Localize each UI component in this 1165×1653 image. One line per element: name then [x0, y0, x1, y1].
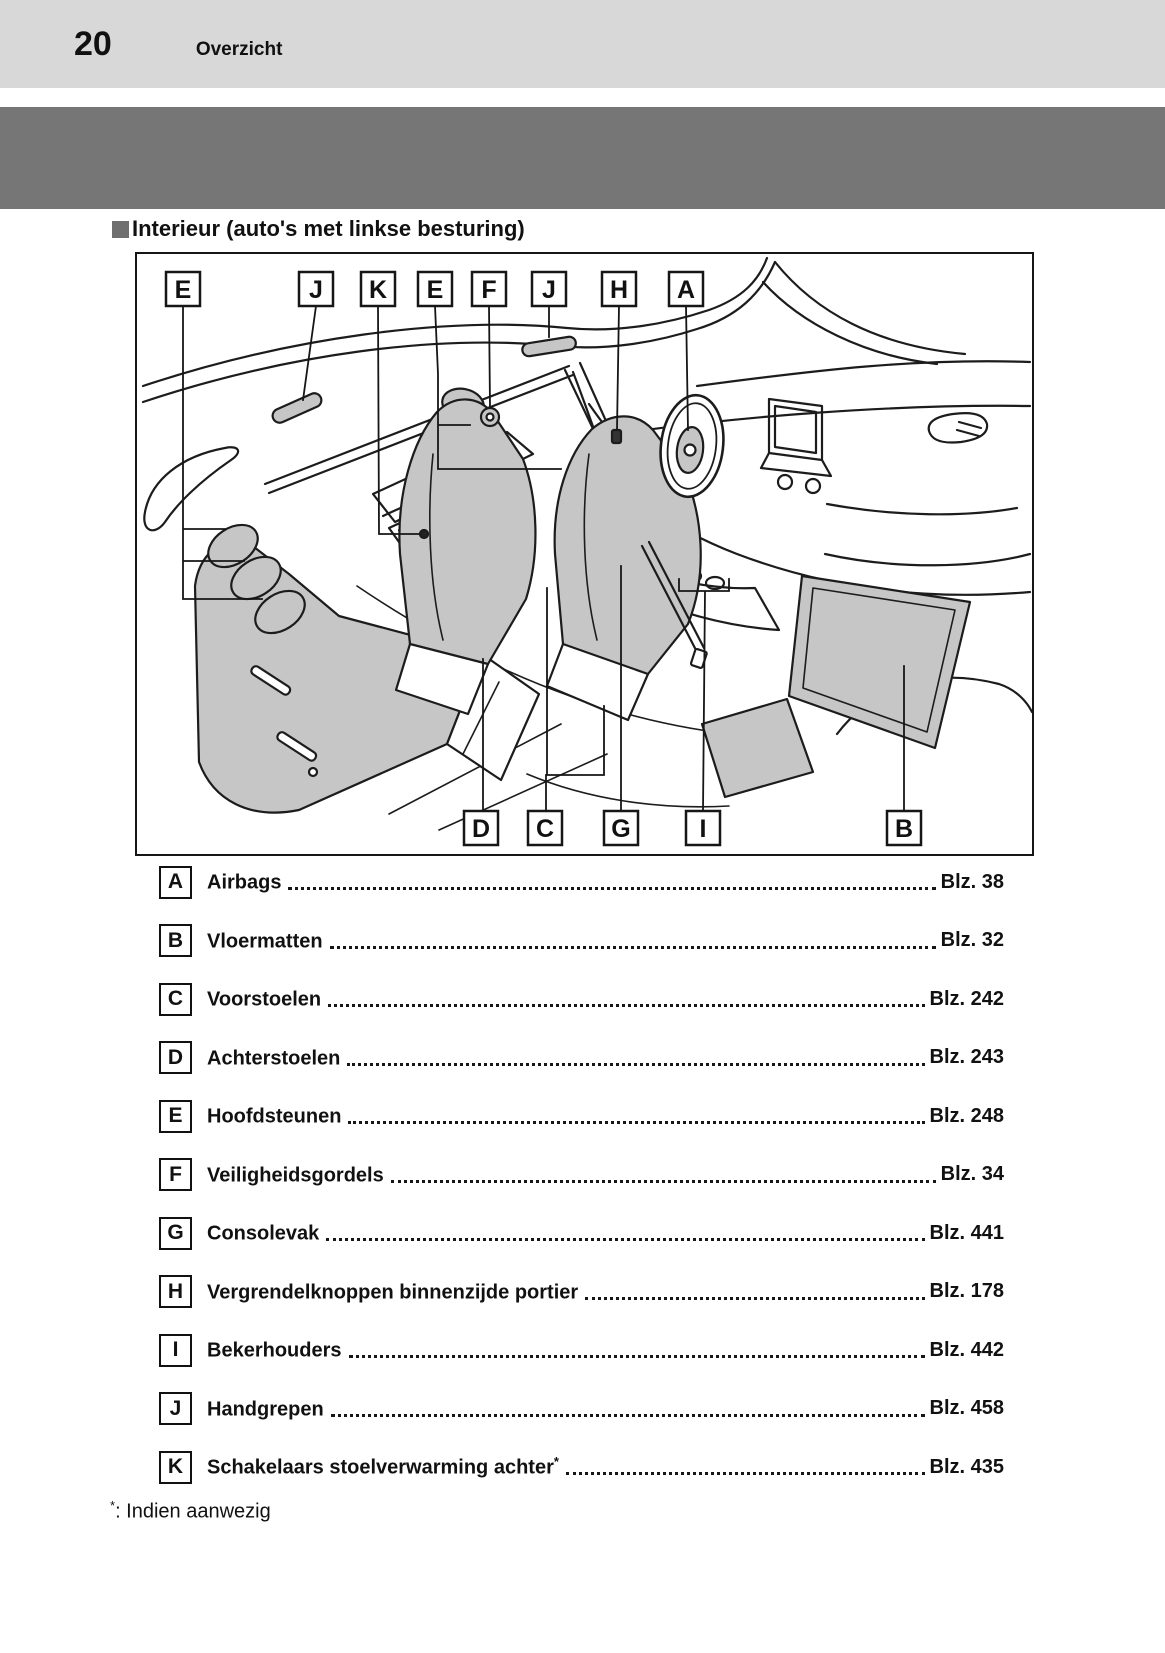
- item-title: Bekerhouders: [207, 1339, 342, 1362]
- dotted-leader: [348, 1121, 924, 1124]
- item-title: Achterstoelen: [207, 1047, 341, 1070]
- interior-line-drawing: [137, 254, 1032, 854]
- section-heading: [112, 216, 525, 242]
- item-title: Airbags: [207, 871, 282, 894]
- callout-labels-bottom: [464, 811, 921, 845]
- chapter-banner: [0, 107, 1165, 209]
- svg-text:F: F: [481, 276, 497, 304]
- item-letter-box: C: [159, 983, 192, 1016]
- item-title: Consolevak: [207, 1222, 320, 1245]
- item-letter-box: B: [159, 924, 192, 957]
- callout-label-E-front: [418, 272, 452, 306]
- item-page-reference: Blz. 178: [929, 1280, 1004, 1302]
- callout-label-A: [669, 272, 703, 306]
- dotted-leader: [331, 1414, 925, 1417]
- dotted-leader: [326, 1238, 924, 1241]
- svg-text:K: K: [368, 276, 388, 304]
- item-letter-box: I: [159, 1334, 192, 1367]
- interior-diagram: [135, 252, 1034, 856]
- svg-text:C: C: [535, 815, 555, 843]
- footnote-marker: *: [110, 1498, 116, 1513]
- item-letter-box: F: [159, 1158, 192, 1191]
- callout-label-D: [464, 811, 498, 845]
- svg-text:J: J: [309, 276, 323, 304]
- callout-label-H: [602, 272, 636, 306]
- item-page-reference: Blz. 442: [929, 1338, 1004, 1361]
- callout-labels-top: [166, 272, 703, 306]
- callout-label-E-rear: [166, 272, 200, 306]
- index-row: [159, 924, 1004, 958]
- callout-label-K: [361, 272, 395, 306]
- item-page-reference: Blz. 34: [940, 1163, 1004, 1185]
- item-title: Handgrepen: [207, 1398, 324, 1421]
- callout-label-G: [604, 811, 638, 845]
- dotted-leader: [328, 1004, 924, 1007]
- item-title: Voorstoelen: [207, 988, 322, 1011]
- index-row: [159, 1450, 1004, 1484]
- callout-label-I: [686, 811, 720, 845]
- diagram-index-list: [159, 865, 1004, 1509]
- svg-text:B: B: [894, 815, 914, 843]
- front-passenger-seatback: [399, 399, 535, 681]
- item-page-reference: Blz. 435: [929, 1455, 1004, 1478]
- dotted-leader: [566, 1472, 925, 1475]
- item-page-reference: Blz. 242: [929, 987, 1004, 1010]
- item-letter-box: E: [159, 1100, 192, 1133]
- door-lock-knob: [612, 430, 621, 443]
- item-title: Schakelaars stoelverwarming achter*: [207, 1454, 559, 1479]
- callout-label-C: [528, 811, 562, 845]
- item-letter-box: H: [159, 1275, 192, 1308]
- svg-text:J: J: [542, 276, 556, 304]
- item-page-reference: Blz. 458: [929, 1397, 1004, 1419]
- dotted-leader: [391, 1180, 936, 1183]
- callout-label-B: [887, 811, 921, 845]
- heading-bullet-square: [112, 221, 129, 238]
- index-row: [159, 1392, 1004, 1426]
- item-page-reference: Blz. 243: [929, 1046, 1004, 1068]
- rear-seat-heater-switch: [420, 530, 428, 538]
- dotted-leader: [288, 887, 935, 890]
- section-heading-text: Interieur (auto's met linkse besturing): [132, 216, 525, 241]
- dotted-leader: [585, 1297, 924, 1300]
- item-letter-box: G: [159, 1217, 192, 1250]
- item-title: Hoofdsteunen: [207, 1105, 342, 1128]
- index-row: [159, 1216, 1004, 1250]
- footnote: [110, 1498, 271, 1524]
- svg-text:A: A: [676, 276, 696, 304]
- callout-label-F: [472, 272, 506, 306]
- item-title: Veiligheidsgordels: [207, 1164, 384, 1187]
- item-letter-box: K: [159, 1451, 192, 1484]
- item-letter-box: J: [159, 1392, 192, 1425]
- index-row: [159, 1041, 1004, 1075]
- svg-text:E: E: [174, 276, 192, 304]
- rear-floor-mat: [702, 699, 813, 797]
- page-header: [0, 0, 1165, 88]
- callout-label-J-front: [532, 272, 566, 306]
- index-row: [159, 865, 1004, 899]
- item-letter-box: A: [159, 866, 192, 899]
- index-row: [159, 1158, 1004, 1192]
- dotted-leader: [349, 1355, 925, 1358]
- rear-grab-handle: [270, 391, 323, 425]
- svg-text:I: I: [699, 815, 707, 843]
- svg-text:D: D: [471, 815, 491, 843]
- svg-text:G: G: [611, 815, 631, 843]
- callout-label-J-rear: [299, 272, 333, 306]
- front-grab-handle: [521, 336, 576, 357]
- item-page-reference: Blz. 248: [929, 1104, 1004, 1127]
- svg-text:E: E: [426, 276, 444, 304]
- dotted-leader: [347, 1063, 924, 1066]
- index-row: [159, 1099, 1004, 1133]
- item-title: Vloermatten: [207, 930, 323, 953]
- index-row: [159, 982, 1004, 1016]
- item-page-reference: Blz. 38: [940, 870, 1004, 893]
- index-row: [159, 1333, 1004, 1367]
- page-number: 20: [74, 25, 112, 63]
- page-section-title: Overzicht: [195, 39, 283, 60]
- item-title: Vergrendelknoppen binnenzijde portier: [207, 1281, 579, 1304]
- item-page-reference: Blz. 32: [940, 929, 1004, 951]
- svg-text:H: H: [609, 276, 629, 304]
- item-letter-box: D: [159, 1041, 192, 1074]
- footnote-text: : Indien aanwezig: [115, 1500, 271, 1523]
- dotted-leader: [330, 946, 936, 949]
- item-page-reference: Blz. 441: [929, 1221, 1004, 1244]
- index-row: [159, 1275, 1004, 1309]
